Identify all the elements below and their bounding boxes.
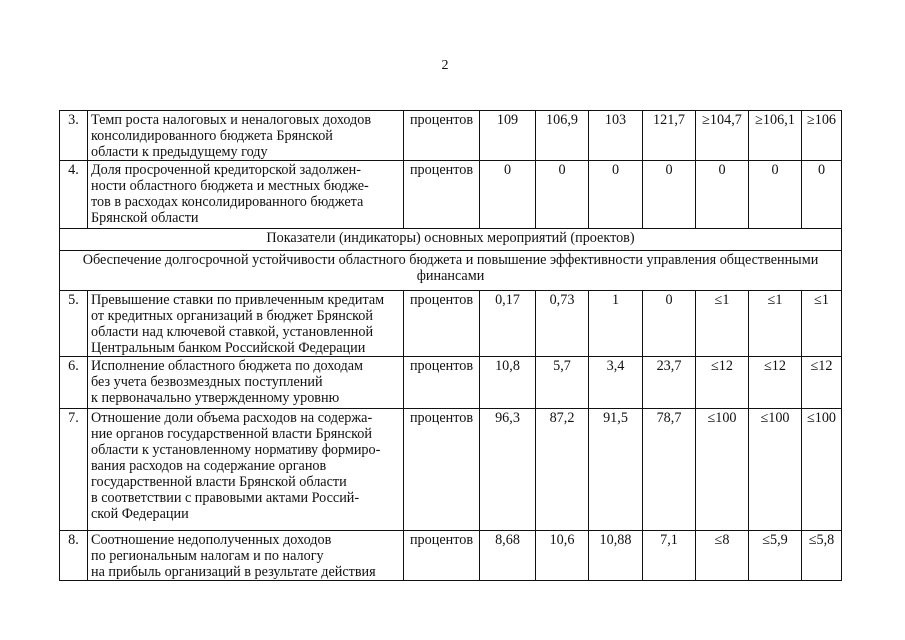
value-cell: 5,7 <box>536 357 589 409</box>
indicator-name <box>88 161 404 229</box>
value-cell: 91,5 <box>589 409 643 531</box>
table-row <box>60 409 842 531</box>
value-cell: ≥106,1 <box>749 111 802 161</box>
value-cell: ≤12 <box>749 357 802 409</box>
indicator-name <box>88 111 404 161</box>
value-cell: 109 <box>480 111 536 161</box>
table-row <box>60 291 842 357</box>
table-row <box>60 531 842 581</box>
table-row <box>60 161 842 229</box>
indicator-name-line: Доля просроченной кредиторской задолжен- <box>91 162 361 178</box>
value-cell: 0 <box>536 161 589 229</box>
unit-cell: процентов <box>404 531 480 581</box>
indicator-name-line: Отношение доли объема расходов на содержа- <box>91 410 373 426</box>
indicator-name-line: области к установленному нормативу формиро- <box>91 442 381 458</box>
unit-cell: процентов <box>404 357 480 409</box>
unit-cell: процентов <box>404 291 480 357</box>
value-cell: ≤5,9 <box>749 531 802 581</box>
value-cell: 87,2 <box>536 409 589 531</box>
indicator-name-line: в соответствии с правовыми актами Россий- <box>91 490 360 506</box>
indicator-name-line: Превышение ставки по привлеченным кредитам <box>91 292 385 308</box>
indicator-name-line: Исполнение областного бюджета по доходам <box>91 358 364 374</box>
row-number: 8. <box>60 531 88 581</box>
row-number: 5. <box>60 291 88 357</box>
value-cell: 10,88 <box>589 531 643 581</box>
indicator-name-line: консолидированного бюджета Брянской <box>91 128 333 144</box>
table-row <box>60 357 842 409</box>
value-cell: ≤12 <box>802 357 842 409</box>
table-row <box>60 111 842 161</box>
indicator-name-line: на прибыль организаций в результате действия <box>91 564 376 580</box>
indicators-table <box>59 110 842 581</box>
value-cell: ≤100 <box>749 409 802 531</box>
section-header: Обеспечение долгосрочной устойчивости областного бюджета и повышение эффективности управления общественными финансами <box>60 251 842 291</box>
unit-cell: процентов <box>404 409 480 531</box>
value-cell: ≤1 <box>802 291 842 357</box>
section-header-row <box>60 229 842 251</box>
indicator-name-line: Брянской области <box>91 210 199 226</box>
table-body <box>60 111 842 581</box>
value-cell: 0 <box>802 161 842 229</box>
indicator-name-line: ности областного бюджета и местных бюдже- <box>91 178 369 194</box>
value-cell: 0 <box>643 161 696 229</box>
row-number: 3. <box>60 111 88 161</box>
row-number: 6. <box>60 357 88 409</box>
row-number: 7. <box>60 409 88 531</box>
unit-cell: процентов <box>404 111 480 161</box>
value-cell: 103 <box>589 111 643 161</box>
value-cell: 0 <box>589 161 643 229</box>
value-cell: 106,9 <box>536 111 589 161</box>
section-header-row <box>60 251 842 291</box>
value-cell: 1 <box>589 291 643 357</box>
indicator-name <box>88 291 404 357</box>
value-cell: ≤100 <box>802 409 842 531</box>
indicator-name-line: ской Федерации <box>91 506 189 522</box>
value-cell: 3,4 <box>589 357 643 409</box>
indicator-name-line: Соотношение недополученных доходов <box>91 532 332 548</box>
value-cell: 0 <box>696 161 749 229</box>
indicator-name-line: области над ключевой ставкой, установленной <box>91 324 374 340</box>
value-cell: 78,7 <box>643 409 696 531</box>
value-cell: 0,17 <box>480 291 536 357</box>
value-cell: ≤100 <box>696 409 749 531</box>
value-cell: 0 <box>643 291 696 357</box>
value-cell: ≥106 <box>802 111 842 161</box>
value-cell: 96,3 <box>480 409 536 531</box>
indicator-name-line: Темп роста налоговых и неналоговых доходов <box>91 112 372 128</box>
value-cell: ≥104,7 <box>696 111 749 161</box>
indicator-name <box>88 409 404 531</box>
indicator-name-line: области к предыдущему году <box>91 144 268 160</box>
value-cell: 10,6 <box>536 531 589 581</box>
indicator-name-line: от кредитных организаций в бюджет Брянской <box>91 308 373 324</box>
row-number: 4. <box>60 161 88 229</box>
value-cell: ≤1 <box>749 291 802 357</box>
indicator-name-line: тов в расходах консолидированного бюджета <box>91 194 364 210</box>
indicator-name-line: государственной власти Брянской области <box>91 474 347 490</box>
value-cell: 10,8 <box>480 357 536 409</box>
value-cell: 0,73 <box>536 291 589 357</box>
value-cell: ≤12 <box>696 357 749 409</box>
page-number: 2 <box>441 58 449 73</box>
value-cell: 0 <box>480 161 536 229</box>
value-cell: 23,7 <box>643 357 696 409</box>
indicator-name <box>88 531 404 581</box>
indicator-name-line: без учета безвозмездных поступлений <box>91 374 323 390</box>
value-cell: ≤1 <box>696 291 749 357</box>
section-header: Показатели (индикаторы) основных мероприятий (проектов) <box>60 229 842 251</box>
indicator-name-line: по региональным налогам и по налогу <box>91 548 324 564</box>
value-cell: 8,68 <box>480 531 536 581</box>
indicator-name-line: вания расходов на содержание органов <box>91 458 327 474</box>
indicator-name-line: к первоначально утвержденному уровню <box>91 390 340 406</box>
indicator-name <box>88 357 404 409</box>
value-cell: ≤5,8 <box>802 531 842 581</box>
indicator-name-line: Центральным банком Российской Федерации <box>91 340 366 356</box>
value-cell: ≤8 <box>696 531 749 581</box>
value-cell: 7,1 <box>643 531 696 581</box>
value-cell: 121,7 <box>643 111 696 161</box>
unit-cell: процентов <box>404 161 480 229</box>
indicator-name-line: ние органов государственной власти Брянской <box>91 426 372 442</box>
value-cell: 0 <box>749 161 802 229</box>
